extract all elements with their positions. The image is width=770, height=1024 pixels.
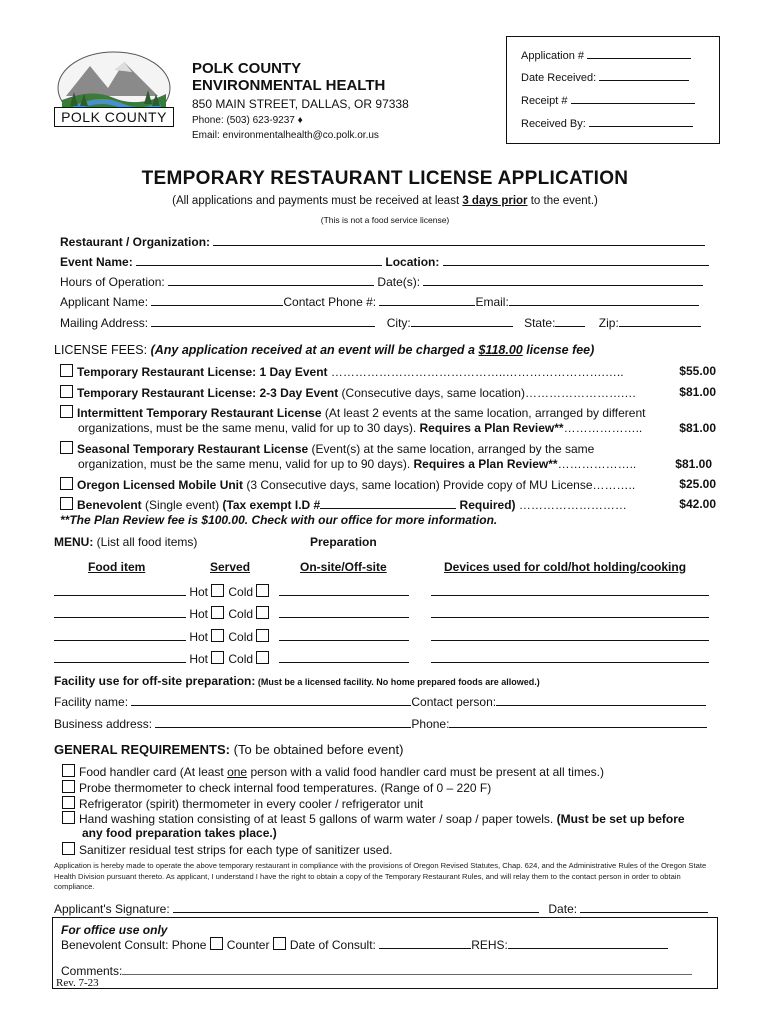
page-title: TEMPORARY RESTAURANT LICENSE APPLICATION (141, 168, 629, 189)
devices-input[interactable] (431, 629, 709, 641)
onsite-offsite-input[interactable] (279, 629, 409, 641)
org-phone: Phone: (503) 623-9237 ♦ (192, 115, 303, 126)
food-item-input[interactable] (54, 651, 186, 663)
col-food-item: Food item (88, 560, 146, 574)
revision-label: Rev. 7-23 (56, 977, 99, 989)
req-sanitizer-strips-checkbox[interactable] (62, 842, 75, 855)
fee-item-seasonal: Seasonal Temporary Restaurant License (Event(s) at the same location, arranged by the same (60, 441, 716, 456)
fee-item-2-3day: Temporary Restaurant License: 2-3 Day Event (Consecutive days, same location)…………………….… $81.00 (60, 385, 716, 400)
office-intake-box (506, 36, 720, 144)
org-name-line2: ENVIRONMENTAL HEALTH (192, 77, 386, 94)
req-hand-washing: Hand washing station consisting of at least 5 gallons of warm water / soap / paper towels. (Must be set up before (62, 811, 685, 826)
req-refrigerator-thermometer: Refrigerator (spirit) thermometer in every cooler / refrigerator unit (62, 796, 423, 811)
consult-counter-checkbox[interactable] (273, 937, 286, 950)
req-probe-thermometer: Probe thermometer to check internal food temperatures. (Range of 0 – 220 F) (62, 780, 491, 795)
state-input[interactable] (555, 315, 585, 327)
fee-1day-checkbox[interactable] (60, 364, 73, 377)
col-devices: Devices used for cold/hot holding/cooking (444, 560, 687, 574)
application-number-field: Application # (521, 47, 691, 62)
not-food-service-note: (This is not a food service license) (320, 215, 450, 225)
menu-heading: MENU: (List all food items) (54, 535, 198, 549)
cold-checkbox[interactable] (256, 629, 269, 642)
onsite-offsite-input[interactable] (279, 584, 409, 596)
req-hand-washing-line2: any food preparation takes place.) (82, 826, 277, 840)
hot-checkbox[interactable] (211, 584, 224, 597)
fee-item-mobile-unit: Oregon Licensed Mobile Unit (3 Consecutive days, same location) Provide copy of MU License……….. $25.00 (60, 477, 716, 492)
requirements-heading: GENERAL REQUIREMENTS: (To be obtained before event) (54, 742, 404, 757)
fee-seasonal-checkbox[interactable] (60, 441, 73, 454)
fee-item-intermittent: Intermittent Temporary Restaurant License (At least 2 events at the same location, arranged by different (60, 405, 716, 420)
req-food-handler: Food handler card (At least one person with a valid food handler card must be present at all times.) (62, 764, 604, 779)
plan-review-note: **The Plan Review fee is $100.00. Check with our office for more information. (60, 513, 498, 527)
mailing-address-input[interactable] (151, 315, 375, 327)
devices-input[interactable] (431, 584, 709, 596)
comments-row: Comments: (61, 963, 692, 978)
req-food-handler-checkbox[interactable] (62, 764, 75, 777)
signature-input[interactable] (173, 901, 539, 913)
food-item-input[interactable] (54, 584, 186, 596)
req-sanitizer-strips: Sanitizer residual test strips for each type of sanitizer used. (62, 842, 392, 857)
contact-phone-input[interactable] (379, 294, 475, 306)
signature-date-input[interactable] (580, 901, 708, 913)
req-probe-thermometer-checkbox[interactable] (62, 780, 75, 793)
dates-input[interactable] (423, 274, 703, 286)
event-name-input[interactable] (136, 254, 382, 266)
office-use-heading: For office use only (61, 923, 168, 937)
fee-mobile-unit-checkbox[interactable] (60, 477, 73, 490)
facility-name-input[interactable] (131, 694, 411, 706)
hours-input[interactable] (168, 274, 374, 286)
food-item-input[interactable] (54, 629, 186, 641)
email-input[interactable] (509, 294, 699, 306)
devices-input[interactable] (431, 651, 709, 663)
restaurant-input[interactable] (213, 234, 705, 246)
date-received-field: Date Received: (521, 69, 689, 84)
applicant-field: Applicant Name: Contact Phone #: Email: (60, 294, 699, 309)
page-subtitle: (All applications and payments must be received at least 3 days prior to the event.) (172, 195, 598, 207)
applicant-name-input[interactable] (151, 294, 283, 306)
food-item-input[interactable] (54, 606, 186, 618)
hot-checkbox[interactable] (211, 629, 224, 642)
menu-row: Hot Cold (54, 584, 709, 599)
business-address-field: Business address: Phone: (54, 716, 707, 731)
office-use-box (52, 917, 718, 989)
onsite-offsite-input[interactable] (279, 606, 409, 618)
cold-checkbox[interactable] (256, 606, 269, 619)
event-name-field: Event Name: Location: (60, 254, 709, 269)
menu-row: Hot Cold (54, 629, 709, 644)
facility-heading: Facility use for off-site preparation: (Must be a licensed facility. No home prepared foods are allowed.) (54, 674, 540, 688)
restaurant-field: Restaurant / Organization: (60, 234, 705, 249)
col-onsite-offsite: On-site/Off-site (300, 560, 387, 574)
consult-phone-checkbox[interactable] (210, 937, 223, 950)
business-address-input[interactable] (155, 716, 411, 728)
req-refrigerator-thermometer-checkbox[interactable] (62, 796, 75, 809)
zip-input[interactable] (619, 315, 701, 327)
fee-item-seasonal-line2: organization, must be the same menu, valid for up to 90 days). Requires a Plan Review**……………….. $81.00 (78, 457, 712, 471)
city-input[interactable] (411, 315, 513, 327)
fee-item-intermittent-line2: organizations, must be the same menu, valid for up to 30 days). Requires a Plan Review**……………….. $81.00 (78, 421, 716, 435)
req-hand-washing-checkbox[interactable] (62, 811, 75, 824)
fee-benevolent-checkbox[interactable] (60, 497, 73, 510)
received-by-field: Received By: (521, 115, 693, 130)
tax-id-input[interactable] (320, 497, 456, 509)
org-address: 850 MAIN STREET, DALLAS, OR 97338 (192, 97, 409, 111)
facility-name-field: Facility name: Contact person: (54, 694, 706, 709)
fee-2-3day-checkbox[interactable] (60, 385, 73, 398)
cold-checkbox[interactable] (256, 651, 269, 664)
comments-input[interactable] (122, 963, 692, 975)
org-email: Email: environmentalhealth@co.polk.or.us (192, 130, 379, 141)
rehs-input[interactable] (508, 937, 668, 949)
logo-text: POLK COUNTY (54, 107, 174, 127)
hot-checkbox[interactable] (211, 651, 224, 664)
location-input[interactable] (443, 254, 709, 266)
preparation-heading: Preparation (310, 535, 377, 549)
devices-input[interactable] (431, 606, 709, 618)
date-of-consult-input[interactable] (379, 937, 471, 949)
receipt-number-field: Receipt # (521, 92, 695, 107)
cold-checkbox[interactable] (256, 584, 269, 597)
menu-row: Hot Cold (54, 606, 709, 621)
fee-item-benevolent: Benevolent (Single event) (Tax exempt I.D # Required) ……………………… $42.00 (60, 497, 716, 512)
license-fees-heading: LICENSE FEES: (Any application received at an event will be charged a $118.00 license fee) (54, 343, 595, 357)
contact-person-input[interactable] (496, 694, 706, 706)
legal-statement: Application is hereby made to operate the above temporary restaurant in compliance with the provisions of Oregon Revised Statutes, Chap. 624, and the Administrative Rules of the Oregon State Health Division pursuant thereto. As applicant, I understand I have the right to obtain a copy of the Temporary Restaurant Rules, and will relay them to the contact person in order to obtain compliance. (54, 861, 707, 891)
onsite-offsite-input[interactable] (279, 651, 409, 663)
polk-county-logo (52, 48, 176, 128)
org-name-line1: POLK COUNTY (192, 60, 302, 77)
hot-checkbox[interactable] (211, 606, 224, 619)
fee-intermittent-checkbox[interactable] (60, 405, 73, 418)
signature-row: Applicant's Signature: Date: (54, 901, 708, 916)
mailing-address-field: Mailing Address: City: State: Zip: (60, 315, 701, 330)
col-served: Served (210, 560, 251, 574)
hours-field: Hours of Operation: Date(s): (60, 274, 703, 289)
facility-phone-input[interactable] (449, 716, 707, 728)
benevolent-consult-row: Benevolent Consult: Phone Counter Date of Consult: REHS: (61, 937, 668, 952)
fee-item-1day: Temporary Restaurant License: 1 Day Event ……………………………………..…………………….….. $55.00 (60, 364, 716, 379)
menu-row: Hot Cold (54, 651, 709, 666)
